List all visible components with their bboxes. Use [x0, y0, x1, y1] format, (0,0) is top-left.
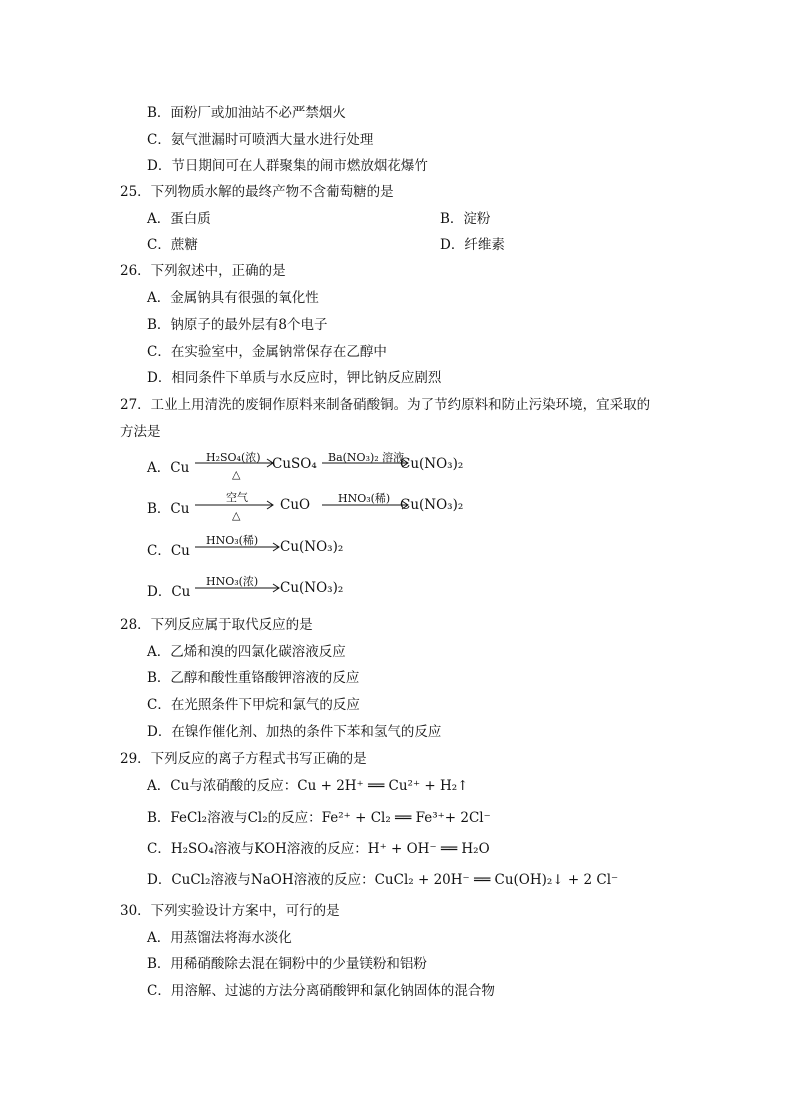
- q27-option-c-label: C．Cu: [147, 543, 190, 559]
- q30-stem: 30．下列实验设计方案中，可行的是: [120, 903, 340, 919]
- q27-stem-line2: 方法是: [120, 424, 161, 440]
- q28-option-b: B．乙醇和酸性重铬酸钾溶液的反应: [147, 670, 360, 686]
- q25-option-d: D．纤维素: [440, 237, 505, 253]
- q28-stem: 28．下列反应属于取代反应的是: [120, 617, 313, 633]
- q27-c-product: Cu(NO₃)₂: [280, 539, 344, 555]
- q30-option-a: A．用蒸馏法将海水淡化: [147, 930, 292, 946]
- q27-b-arrow1-condition: 空气: [226, 491, 248, 504]
- q27-b-arrow2-condition: HNO₃(稀): [338, 492, 391, 505]
- q24-option-b: B．面粉厂或加油站不必严禁烟火: [147, 105, 346, 121]
- q29-option-d: D．CuCl₂溶液与NaOH溶液的反应：CuCl₂ + 20H⁻ ══ Cu(OH)₂↓ + 2 Cl⁻: [147, 872, 619, 888]
- q25-option-a: A．蛋白质: [147, 211, 211, 227]
- q29-option-c: C．H₂SO₄溶液与KOH溶液的反应：H⁺ + OH⁻ ══ H₂O: [147, 841, 490, 857]
- q27-stem-line1: 27．工业上用清洗的废铜作原料来制备硝酸铜。为了节约原料和防止污染环境，宜采取的: [120, 397, 651, 413]
- q27-d-arrow-condition: HNO₃(浓): [206, 575, 259, 588]
- q25-stem: 25．下列物质水解的最终产物不含葡萄糖的是: [120, 184, 394, 200]
- q27-a-arrow1-condition: H₂SO₄(浓): [206, 451, 261, 464]
- q29-option-b: B．FeCl₂溶液与Cl₂的反应：Fe²⁺ + Cl₂ ══ Fe³⁺+ 2Cl⁻: [147, 810, 491, 826]
- q30-option-b: B．用稀硝酸除去混在铜粉中的少量镁粉和铝粉: [147, 956, 427, 972]
- q27-a-arrow1: [195, 458, 277, 468]
- q26-option-a: A．金属钠具有很强的氧化性: [147, 290, 319, 306]
- q27-b-intermediate: CuO: [280, 497, 311, 513]
- q24-option-c: C．氨气泄漏时可喷洒大量水进行处理: [147, 132, 374, 148]
- q28-option-c: C．在光照条件下甲烷和氯气的反应: [147, 697, 360, 713]
- q27-a-product: Cu(NO₃)₂: [400, 456, 464, 472]
- q28-option-a: A．乙烯和溴的四氯化碳溶液反应: [147, 644, 346, 660]
- q27-a-arrow1-heat: △: [232, 468, 241, 481]
- q30-option-c: C．用溶解、过滤的方法分离硝酸钾和氯化钠固体的混合物: [147, 983, 495, 999]
- q28-option-d: D．在镍作催化剂、加热的条件下苯和氢气的反应: [147, 724, 442, 740]
- q29-stem: 29．下列反应的离子方程式书写正确的是: [120, 751, 367, 767]
- q27-a-arrow2: [322, 458, 412, 468]
- q27-a-arrow2-condition: Ba(NO₃)₂ 溶液: [328, 451, 405, 464]
- q25-option-b: B．淀粉: [440, 211, 491, 227]
- q27-a-intermediate: CuSO₄: [272, 456, 317, 472]
- q27-b-product: Cu(NO₃)₂: [400, 497, 464, 513]
- q27-d-arrow: [195, 583, 285, 593]
- q26-option-d: D．相同条件下单质与水反应时，钾比钠反应剧烈: [147, 370, 442, 386]
- q27-option-d-label: D．Cu: [147, 584, 191, 600]
- q26-stem: 26．下列叙述中，正确的是: [120, 263, 286, 279]
- q27-d-product: Cu(NO₃)₂: [280, 580, 344, 596]
- q24-option-d: D．节日期间可在人群聚集的闹市燃放烟花爆竹: [147, 158, 428, 174]
- q25-option-c: C．蔗糖: [147, 237, 198, 253]
- q27-b-arrow2: [322, 500, 412, 510]
- q27-b-arrow1-heat: △: [232, 509, 241, 522]
- q27-c-arrow-condition: HNO₃(稀): [206, 534, 259, 547]
- q29-option-a: A．Cu与浓硝酸的反应：Cu + 2H⁺ ══ Cu²⁺ + H₂↑: [147, 778, 469, 794]
- q27-option-a-label: A．Cu: [147, 460, 190, 476]
- q26-option-b: B．钠原子的最外层有8个电子: [147, 317, 328, 333]
- q27-c-arrow: [195, 542, 285, 552]
- q26-option-c: C．在实验室中，金属钠常保存在乙醇中: [147, 344, 387, 360]
- q27-option-b-label: B．Cu: [147, 501, 190, 517]
